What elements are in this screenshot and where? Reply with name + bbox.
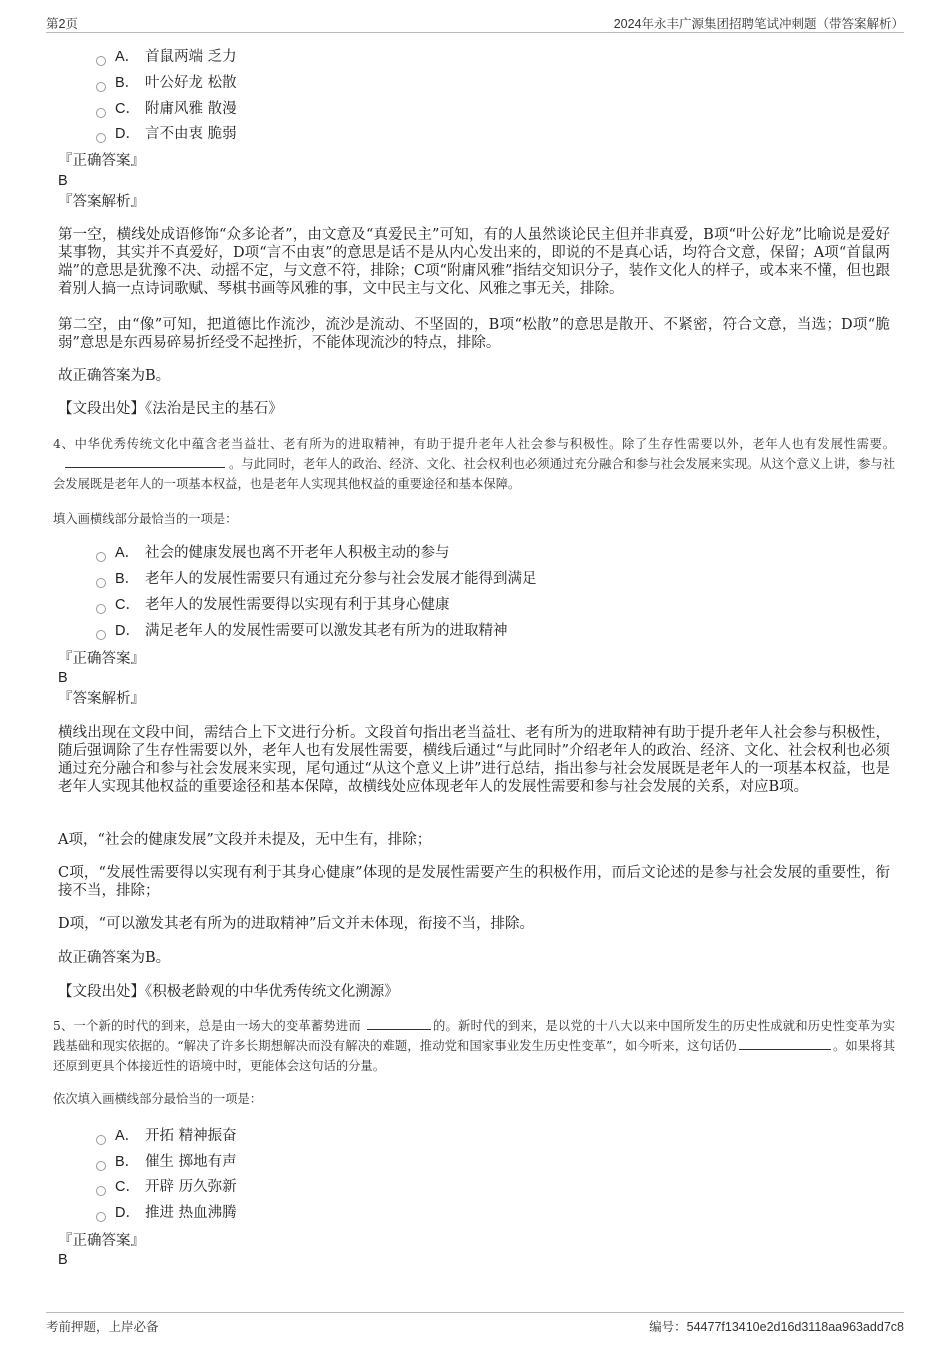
q4-conclusion: 故正确答案为B。 (58, 950, 171, 966)
radio-icon[interactable] (96, 604, 106, 614)
page-header (46, 14, 904, 33)
q4-option-c[interactable]: C． 老年人的发展性需要得以实现有利于其身心健康 (96, 595, 450, 615)
radio-icon[interactable] (96, 552, 106, 562)
q5-option-a[interactable]: A． 开拓 精神振奋 (96, 1126, 237, 1146)
q3-option-c[interactable]: C． 附庸风雅 散漫 (96, 99, 237, 119)
q4-option-d[interactable]: D． 满足老年人的发展性需要可以激发其老有所为的进取精神 (96, 621, 508, 641)
fill-blank (367, 1016, 431, 1030)
q3-conclusion: 故正确答案为B。 (58, 368, 171, 384)
page-number: 第2页 (46, 17, 78, 31)
radio-icon[interactable] (96, 1161, 106, 1171)
document-title: 2024年永丰广源集团招聘笔试冲刺题（带答案解析） (613, 17, 904, 31)
q3-analysis-para-1: 第一空，横线处成语修饰“众多论者”，由文意及“真爱民主”可知，有的人虽然谈论民主但并非真爱，B项“叶公好龙”比喻说是爱好某事物，其实并不真爱好，D项“言不由衷”的意思是话不是从内心发出来的，即说的不是真心话，均符合文意，保留；A项“首鼠两端”的意思是犹豫不决、动摇不定，与文意不符，排除；C项“附庸风雅”指结交知识分子，装作文化人的样子，或本来不懂，但也跟着别人搞一点诗词歌赋、琴棋书画等风雅的事，文中民主与文化、风雅之事无关，排除。 (58, 227, 890, 297)
q5-option-b[interactable]: B． 催生 掷地有声 (96, 1152, 237, 1172)
q3-analysis-para-2: 第二空，由“像”可知，把道德比作流沙，流沙是流动、不坚固的，B项“松散”的意思是散开、不紧密，符合文意，当选；D项“脆弱”意思是东西易碎易折经受不起挫折，不能体现流沙的特点，排除。 (58, 317, 890, 351)
q4-analysis-para-1: 横线出现在文段中间，需结合上下文进行分析。文段首句指出老当益壮、老有所为的进取精神有助于提升老年人社会参与积极性，随后强调除了生存性需要以外，老年人也有发展性需要，横线后通过“与此同时”介绍老年人的政治、经济、文化、社会权利也必须通过充分融合和参与社会发展来实现，尾句通过“从这个意义上讲”进行总结，指出参与社会发展既是老年人的一项基本权益，也是老年人实现其他权益的重要途径和基本保障，故横线处应体现老年人的发展性需要和参与社会发展的关系，对应B项。 (58, 725, 890, 795)
q4-instruction: 填入画横线部分最恰当的一项是： (53, 512, 238, 526)
q3-option-b[interactable]: B． 叶公好龙 松散 (96, 73, 237, 93)
q4-analysis-para-c: C项，“发展性需要得以实现有利于其身心健康”体现的是发展性需要产生的积极作用，而后文论述的是参与社会发展的重要性，衔接不当，排除； (58, 865, 890, 899)
q5-stem: 5、一个新的时代的到来，总是由一场大的变革蓄势进而 的。新时代的到来，是以党的十八大以来中国所发生的历史性成就和历史性变革为实践基础和现实依据的。“解决了许多长期想解决而没有解决的难题，推动党和国家事业发生历史性变革”，如今听来，这句话仍 。如果将其还原到更具个体接近性的语境中时，更能体会这句话的分量。 (53, 1016, 895, 1076)
q4-option-b[interactable]: B． 老年人的发展性需要只有通过充分参与社会发展才能得到满足 (96, 569, 537, 589)
q5-instruction: 依次填入画横线部分最恰当的一项是： (53, 1092, 263, 1106)
q3-option-d[interactable]: D． 言不由衷 脆弱 (96, 124, 237, 144)
q5-option-c[interactable]: C． 开辟 历久弥新 (96, 1177, 237, 1197)
q3-answer: B (58, 173, 68, 189)
q4-analysis-label: 『答案解析』 (58, 691, 145, 707)
page-footer (46, 1312, 904, 1337)
radio-icon[interactable] (96, 578, 106, 588)
radio-icon[interactable] (96, 56, 106, 66)
q4-option-a[interactable]: A． 社会的健康发展也离不开老年人积极主动的参与 (96, 543, 450, 563)
footer-slogan: 考前押题，上岸必备 (46, 1319, 159, 1334)
q3-option-a[interactable]: A． 首鼠两端 乏力 (96, 47, 237, 67)
q4-answer: B (58, 670, 68, 686)
q4-analysis-para-a: A项，“社会的健康发展”文段并未提及，无中生有，排除； (58, 832, 432, 848)
q5-answer-label: 『正确答案』 (58, 1233, 145, 1249)
q4-source: 【文段出处】《积极老龄观的中华优秀传统文化溯源》 (58, 984, 399, 1000)
document-code: 编号：54477f13410e2d16d3118aa963add7c8 (649, 1319, 904, 1334)
fill-blank (65, 454, 225, 468)
radio-icon[interactable] (96, 630, 106, 640)
q4-stem: 4、中华优秀传统文化中蕴含老当益壮、老有所为的进取精神，有助于提升老年人社会参与积极性。除了生存性需要以外，老年人也有发展性需要。。与此同时，老年人的政治、经济、文化、社会权利也必须通过充分融合和参与社会发展来实现。从这个意义上讲，参与社会发展既是老年人的一项基本权益，也是老年人实现其他权益的重要途径和基本保障。 (53, 437, 895, 491)
radio-icon[interactable] (96, 82, 106, 92)
q5-answer: B (58, 1252, 68, 1268)
q4-answer-label: 『正确答案』 (58, 651, 145, 667)
fill-blank (739, 1036, 831, 1050)
radio-icon[interactable] (96, 1212, 106, 1222)
q3-source: 【文段出处】《法治是民主的基石》 (58, 401, 283, 417)
q5-option-d[interactable]: D． 推进 热血沸腾 (96, 1203, 237, 1223)
radio-icon[interactable] (96, 1135, 106, 1145)
q4-analysis-para-d: D项，“可以激发其老有所为的进取精神”后文并未体现，衔接不当，排除。 (58, 916, 534, 932)
radio-icon[interactable] (96, 133, 106, 143)
q3-analysis-label: 『答案解析』 (58, 194, 145, 210)
radio-icon[interactable] (96, 1186, 106, 1196)
q3-answer-label: 『正确答案』 (58, 153, 145, 169)
radio-icon[interactable] (96, 108, 106, 118)
